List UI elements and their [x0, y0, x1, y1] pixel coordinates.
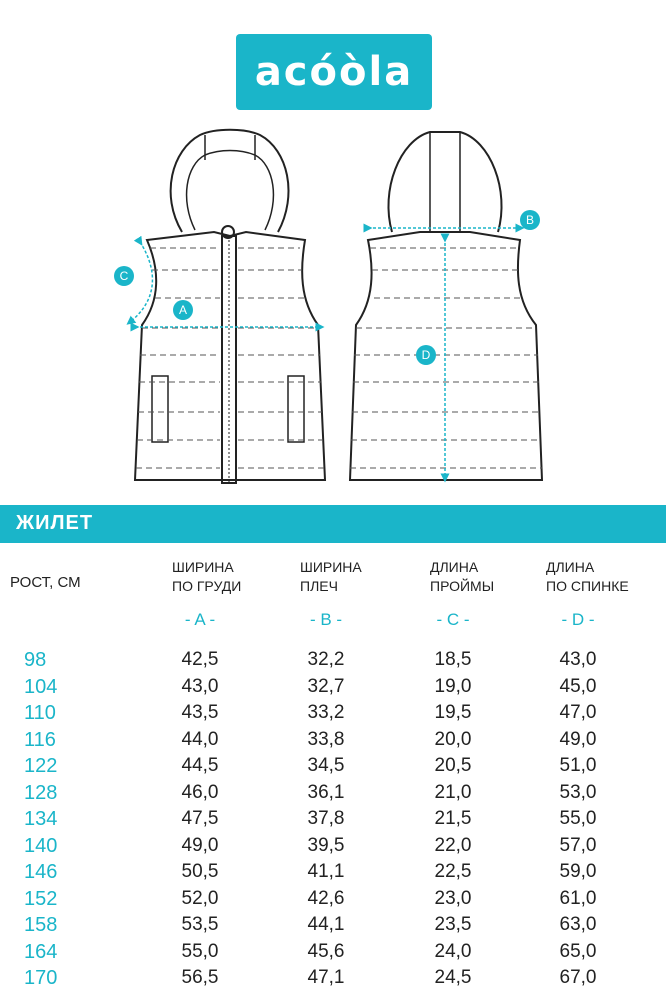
table-title-banner [0, 505, 666, 543]
measure-c: 21,5 [434, 808, 472, 829]
table-row [0, 674, 666, 700]
table-title: ЖИЛЕТ [16, 512, 94, 534]
size-value: 104 [24, 675, 58, 698]
measure-a: 46,0 [181, 781, 219, 803]
size-value: 128 [24, 781, 58, 804]
table-row [0, 886, 666, 912]
measure-d: 45,0 [559, 675, 597, 697]
size-value: 122 [24, 755, 58, 777]
size-value: 164 [24, 940, 58, 963]
label-b: B [525, 213, 535, 227]
size-value: 146 [24, 861, 58, 883]
size-value: 158 [24, 914, 58, 936]
measure-c: 24,0 [434, 940, 472, 962]
measure-d: 49,0 [559, 728, 597, 750]
measure-a: 44,5 [181, 755, 219, 776]
measure-c: 24,5 [434, 967, 472, 988]
measure-a: 55,0 [181, 940, 219, 962]
table-row [0, 939, 666, 965]
size-column-header: РОСТ, СМ [10, 574, 81, 591]
measure-d: 55,0 [559, 808, 597, 829]
label-a: A [178, 303, 188, 317]
measure-b: 42,6 [307, 887, 345, 909]
size-value: 98 [24, 649, 47, 671]
table-row [0, 965, 666, 991]
brand-logo-text: acóòla [254, 49, 414, 95]
measure-c: 19,0 [434, 675, 472, 697]
column-b-letter: - B - [309, 610, 343, 629]
measure-a: 44,0 [181, 728, 219, 750]
measure-c: 18,5 [434, 649, 472, 670]
measure-c: 22,0 [434, 834, 472, 856]
measure-d: 47,0 [559, 702, 597, 723]
measure-a: 52,0 [181, 887, 219, 909]
column-d-letter: - D - [561, 610, 595, 629]
measure-b: 33,2 [307, 702, 345, 723]
measure-d: 61,0 [559, 887, 597, 909]
table-row [0, 647, 666, 673]
measure-b: 47,1 [307, 967, 345, 988]
table-row [0, 912, 666, 938]
label-d: D [421, 348, 431, 362]
measure-d: 65,0 [559, 940, 597, 962]
measure-a: 56,5 [181, 967, 219, 988]
measure-a: 42,5 [181, 649, 219, 670]
measure-b: 41,1 [307, 861, 345, 882]
size-value: 116 [24, 728, 56, 751]
column-a-letter: - A - [184, 610, 216, 629]
measure-d: 43,0 [559, 649, 597, 670]
measure-c: 23,0 [434, 887, 472, 909]
column-c-letter: - C - [436, 610, 470, 629]
vest-back-view [350, 132, 542, 480]
measure-b: 36,1 [307, 781, 345, 803]
measure-c: 20,0 [434, 728, 472, 750]
measure-d: 53,0 [559, 781, 597, 803]
table-row [0, 780, 666, 806]
measure-d: 67,0 [559, 967, 597, 988]
measure-c: 21,0 [434, 781, 472, 803]
label-c: C [119, 269, 129, 283]
measure-b: 32,7 [307, 675, 345, 697]
size-value: 110 [24, 702, 56, 724]
measure-a: 43,5 [181, 702, 219, 723]
measure-a: 43,0 [181, 675, 219, 697]
measure-b: 45,6 [307, 940, 345, 962]
measure-c: 19,5 [434, 702, 472, 723]
measure-b: 32,2 [307, 649, 345, 670]
vest-technical-drawing [0, 120, 666, 500]
column-d-header: ДЛИНА ПО СПИНКЕ [546, 559, 629, 594]
measure-b: 37,8 [307, 808, 345, 829]
measure-a: 47,5 [181, 808, 219, 829]
vest-front-view [135, 130, 325, 483]
size-value: 134 [24, 808, 58, 830]
column-c-header: ДЛИНА ПРОЙМЫ [430, 559, 495, 594]
size-value: 170 [24, 967, 58, 989]
column-b-header: ШИРИНА ПЛЕЧ [300, 559, 362, 594]
measure-c: 20,5 [434, 755, 472, 776]
measure-b: 34,5 [307, 755, 345, 776]
column-a-header: ШИРИНА ПО ГРУДИ [172, 559, 242, 594]
measure-b: 44,1 [307, 914, 345, 935]
measure-c: 23,5 [434, 914, 472, 935]
table-row [0, 859, 666, 885]
measure-a: 50,5 [181, 861, 219, 882]
size-value: 152 [24, 887, 58, 910]
table-row [0, 833, 666, 859]
brand-logo [236, 34, 432, 110]
measure-a: 49,0 [181, 834, 219, 856]
table-row [0, 700, 666, 726]
table-row [0, 753, 666, 779]
measure-d: 63,0 [559, 914, 597, 935]
measure-d: 57,0 [559, 834, 597, 856]
size-value: 140 [24, 834, 58, 857]
measure-b: 33,8 [307, 728, 345, 750]
measure-b: 39,5 [307, 834, 345, 856]
measure-d: 51,0 [559, 755, 597, 776]
table-row [0, 806, 666, 832]
table-row [0, 727, 666, 753]
measure-d: 59,0 [559, 861, 597, 882]
measure-c: 22,5 [434, 861, 472, 882]
measure-a: 53,5 [181, 914, 219, 935]
